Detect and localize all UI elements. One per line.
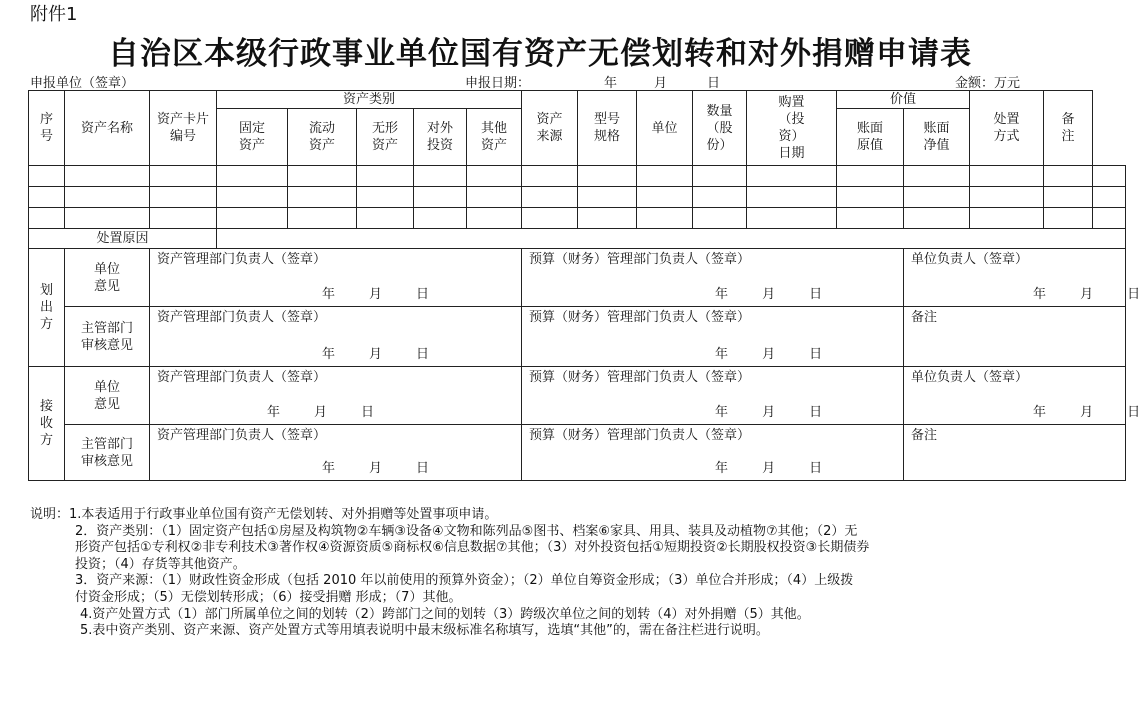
col-disposal-method: 处置方式: [970, 91, 1044, 166]
unit-opinion-label: 单位意见: [65, 249, 150, 307]
report-year: 年: [604, 76, 618, 91]
note-line: 4.资产处置方式（1）部门所属单位之间的划转（2）跨部门之间的划转（3）跨级次单位之间的划转（4）对外捐赠（5）其他。: [80, 606, 810, 622]
col-unit: 单位: [637, 91, 693, 166]
report-month: 月: [654, 76, 668, 91]
supervisor-opinion-label: 主管部门审核意见: [65, 425, 150, 481]
form-header-row: [30, 72, 1060, 90]
out-unit-head-sign[interactable]: 单位负责人（签章） 年 月 日: [904, 249, 1126, 307]
transfer-out-label: 划出方: [29, 249, 65, 367]
in-supervisor-remarks[interactable]: 备注: [904, 425, 1126, 481]
col-current-assets: 流动资产: [288, 109, 357, 166]
report-day: 日: [707, 76, 721, 91]
col-other-assets: 其他资产: [467, 109, 522, 166]
in-unit-budget-mgmt-sign[interactable]: 预算（财务）管理部门负责人（签章） 年 月 日: [522, 367, 904, 425]
note-line: 形资产包括①专利权②非专利技术③著作权④资源资质⑤商标权⑥信息数据⑦其他；（3）对外投资包括①短期投资②长期股权投资③长期债券: [75, 540, 870, 556]
note-line: 2．资产类别：（1）固定资产包括①房屋及构筑物②车辆③设备④文物和陈列品⑤图书、档案⑥家具、用具、装具及动植物⑦其他；（2）无: [75, 523, 858, 539]
disposal-reason-field[interactable]: [217, 229, 1126, 249]
table-row: [29, 166, 1126, 187]
col-value: 价值: [837, 91, 970, 109]
in-supervisor-budget-mgmt-sign[interactable]: 预算（财务）管理部门负责人（签章） 年 月 日: [522, 425, 904, 481]
col-asset-category: 资产类别: [217, 91, 522, 109]
amount-unit-label: 金额：万元: [955, 76, 1021, 91]
instructions: [30, 507, 1060, 640]
col-source: 资产来源: [522, 91, 578, 166]
out-supervisor-remarks[interactable]: 备注: [904, 307, 1126, 367]
in-supervisor-asset-mgmt-sign[interactable]: 资产管理部门负责人（签章） 年 月 日: [150, 425, 522, 481]
attachment-label: 附件1: [30, 4, 78, 25]
note-line: 3．资产来源：（1）财政性资金形成（包括 2010 年以前使用的预算外资金）；（2）单位自筹资金形成；（3）单位合并形成；（4）上级拨: [75, 573, 854, 589]
out-unit-asset-mgmt-sign[interactable]: 资产管理部门负责人（签章） 年 月 日: [150, 249, 522, 307]
disposal-reason-label: 处置原因: [29, 229, 217, 249]
col-remarks: 备注: [1044, 91, 1093, 166]
form-title: 自治区本级行政事业单位国有资产无偿划转和对外捐赠申请表: [108, 36, 972, 72]
application-table: [28, 90, 1140, 481]
col-fixed-assets: 固定资产: [217, 109, 288, 166]
supervisor-opinion-label: 主管部门审核意见: [65, 307, 150, 367]
note-line: 投资；（4）存货等其他资产。: [75, 556, 246, 572]
col-card-no: 资产卡片编号: [150, 91, 217, 166]
receiver-label: 接收方: [29, 367, 65, 481]
note-line: 5.表中资产类别、资产来源、资产处置方式等用填表说明中最末级标准名称填写，选填“其他”的，需在备注栏进行说明。: [80, 623, 769, 639]
out-supervisor-budget-mgmt-sign[interactable]: 预算（财务）管理部门负责人（签章） 年 月 日: [522, 307, 904, 367]
in-unit-head-sign[interactable]: 单位负责人（签章） 年 月 日: [904, 367, 1126, 425]
in-unit-asset-mgmt-sign[interactable]: 资产管理部门负责人（签章） 年 月 日: [150, 367, 522, 425]
report-date-label: 申报日期：: [465, 76, 531, 91]
note-line: 付资金形成；（5）无偿划转形成；（6）接受捐赠 形成；（7）其他。: [75, 589, 462, 605]
col-asset-name: 资产名称: [65, 91, 150, 166]
col-external-investment: 对外投资: [414, 109, 467, 166]
table-row: [29, 208, 1126, 229]
col-purchase-date: 购置（投资）日期: [747, 91, 837, 166]
col-model-spec: 型号规格: [578, 91, 637, 166]
reporting-unit-label: 申报单位（签章）: [30, 76, 135, 91]
col-book-original: 账面原值: [837, 109, 904, 166]
unit-opinion-label: 单位意见: [65, 367, 150, 425]
out-supervisor-asset-mgmt-sign[interactable]: 资产管理部门负责人（签章） 年 月 日: [150, 307, 522, 367]
col-book-net: 账面净值: [904, 109, 970, 166]
col-intangible-assets: 无形资产: [357, 109, 414, 166]
col-quantity: 数量（股份）: [693, 91, 747, 166]
col-seq: 序号: [29, 91, 65, 166]
out-unit-budget-mgmt-sign[interactable]: 预算（财务）管理部门负责人（签章） 年 月 日: [522, 249, 904, 307]
note-line: 说明：1.本表适用于行政事业单位国有资产无偿划转、对外捐赠等处置事项申请。: [30, 507, 498, 522]
table-row: [29, 187, 1126, 208]
